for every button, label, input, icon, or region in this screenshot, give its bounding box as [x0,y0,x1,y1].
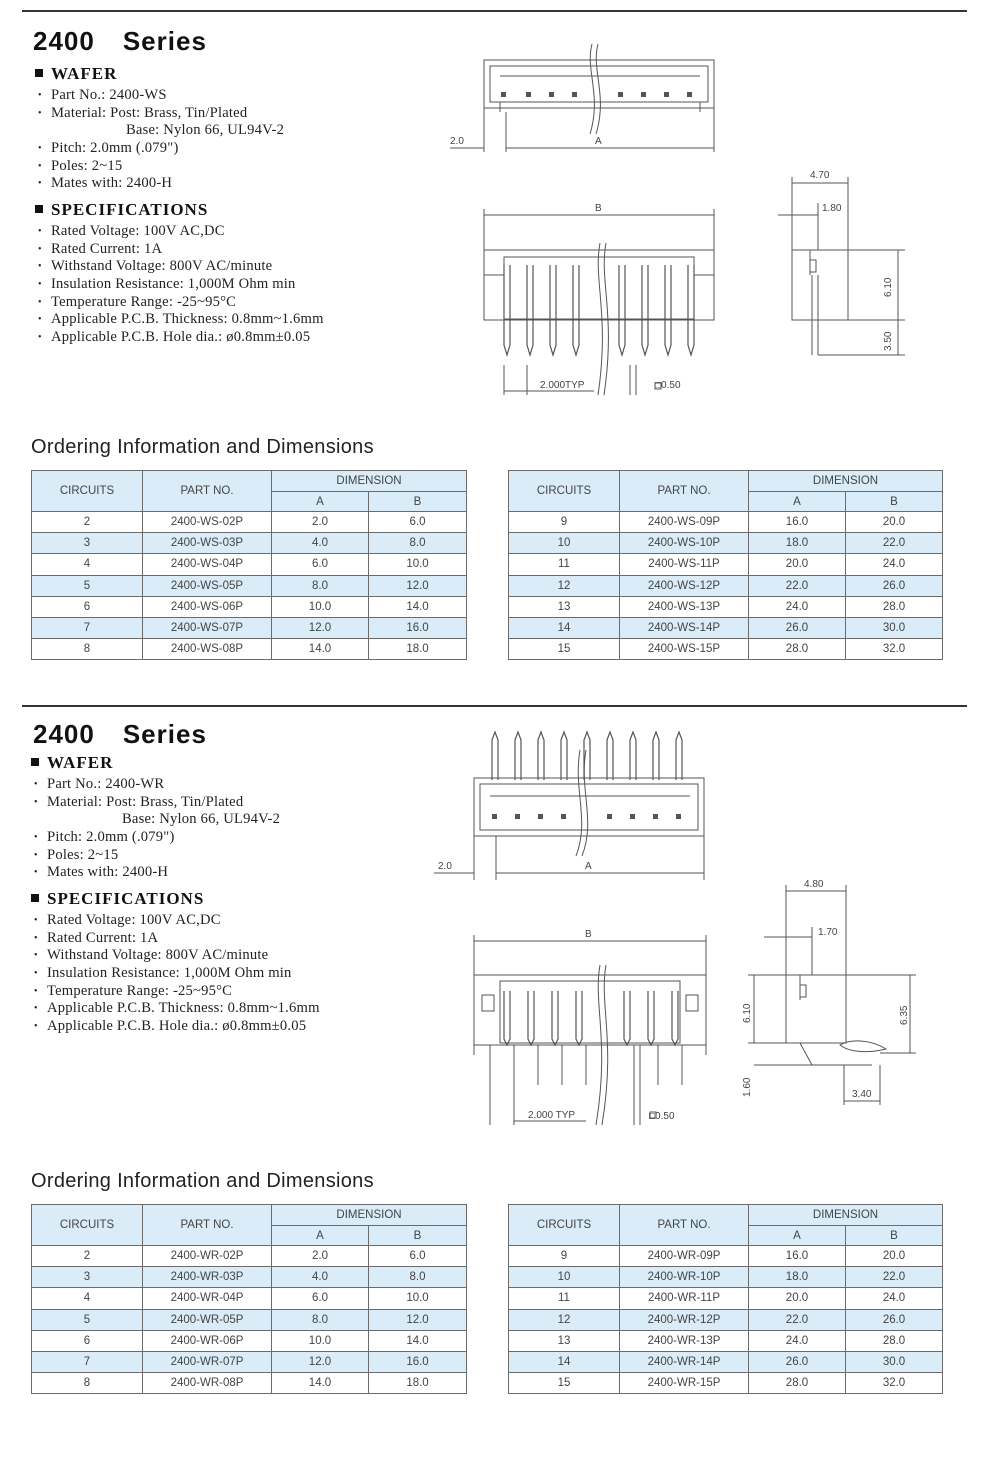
table-cell: 6.0 [369,512,467,533]
table-cell: 2 [32,512,143,533]
series-word: Series [122,719,207,749]
table-cell: 7 [32,617,143,638]
pin-size-label: □0.50 [649,1111,675,1122]
table-cell: 9 [509,512,620,533]
series-title [33,26,207,57]
side-width3-label: 3.40 [852,1089,872,1100]
table-cell: 22.0 [749,1309,846,1330]
middle-divider [22,705,967,707]
square-bullet-icon [35,205,43,213]
table-cell: 6 [32,596,143,617]
spec-list [34,912,320,1036]
line-text: Base: Nylon 66, UL94V-2 [126,122,285,139]
wafer-line [34,864,280,882]
wafer-line [34,811,280,829]
table-cell: 2400-WR-10P [620,1267,749,1288]
offset-label: 2.0 [438,861,452,872]
table-cell: 20.0 [749,554,846,575]
line-text: Applicable P.C.B. Hole dia.: ø0.8mm±0.05 [51,329,311,346]
col-b: B [369,1226,467,1246]
bullet-icon: • [34,985,38,997]
pitch-label: 2.000 TYP [528,1110,576,1121]
table-row [32,1351,467,1372]
table-row [32,1246,467,1267]
table-row [509,617,943,638]
wafer-heading-text: WAFER [47,753,114,772]
table-cell: 12 [509,1309,620,1330]
table-cell: 2400-WS-09P [620,512,749,533]
table-cell: 2400-WR-15P [620,1373,749,1394]
spec-line [34,947,320,965]
table-cell: 14 [509,617,620,638]
table-cell: 2400-WS-02P [143,512,272,533]
table-cell: 24.0 [749,1330,846,1351]
table-cell: 9 [509,1246,620,1267]
wafer-line [38,122,284,140]
table-row [509,1288,943,1309]
spec-line [34,1000,320,1018]
bullet-icon: • [34,1021,38,1033]
col-a: A [272,492,369,512]
side-view-drawing [740,875,920,1110]
side-height2-label: 3.50 [883,331,894,351]
table-cell: 10.0 [272,596,369,617]
bullet-icon: • [38,107,42,119]
table-row [509,512,943,533]
spec-line [34,912,320,930]
table-cell: 8.0 [272,575,369,596]
bullet-icon: • [38,226,42,237]
table-cell: 12.0 [369,575,467,596]
spec-line [38,241,324,259]
table-row [32,512,467,533]
line-text: Rated Voltage: 100V AC,DC [51,223,225,240]
table-row [509,1309,943,1330]
ordering-title: Ordering Information and Dimensions [31,1170,374,1192]
table-cell: 14.0 [369,1330,467,1351]
table-cell: 6.0 [272,1288,369,1309]
wafer-line [38,140,284,158]
col-dimension: DIMENSION [272,1205,467,1226]
bullet-icon: • [38,90,42,101]
table-cell: 2 [32,1246,143,1267]
table-row [509,575,943,596]
wafer-line [38,87,284,105]
pitch-label: 2.000TYP [540,380,585,391]
bullet-icon: • [38,296,42,308]
table-cell: 12.0 [272,617,369,638]
ordering-table-left [31,1204,467,1394]
table-cell: 12.0 [369,1309,467,1330]
table-cell: 2400-WR-07P [143,1351,272,1372]
specifications-heading [31,889,204,909]
table-cell: 24.0 [749,596,846,617]
line-text: Part No.: 2400-WS [51,87,167,104]
table-cell: 16.0 [369,1351,467,1372]
wafer-line [38,158,284,176]
bullet-icon: • [34,968,38,980]
side-width-label: 4.80 [804,879,824,890]
table-cell: 2400-WS-03P [143,533,272,554]
wafer-list [34,776,280,882]
table-cell: 4 [32,554,143,575]
bullet-icon: • [34,779,38,790]
table-cell: 6 [32,1330,143,1351]
table-cell: 8 [32,1373,143,1394]
table-cell: 3 [32,533,143,554]
table-cell: 2400-WR-06P [143,1330,272,1351]
line-text: Material: Post: Brass, Tin/Plated [51,104,248,121]
line-text: Part No.: 2400-WR [47,776,165,793]
square-bullet-icon [35,69,43,77]
table-cell: 16.0 [749,512,846,533]
table-row [32,575,467,596]
bullet-icon: • [38,160,42,172]
table-cell: 18.0 [749,1267,846,1288]
bullet-icon: • [34,832,38,844]
table-cell: 15 [509,639,620,660]
table-cell: 2400-WR-03P [143,1267,272,1288]
square-bullet-icon [31,894,39,902]
table-cell: 10 [509,533,620,554]
spec-line [38,329,324,347]
table-cell: 10 [509,1267,620,1288]
table-cell: 2400-WS-10P [620,533,749,554]
table-cell: 2.0 [272,512,369,533]
col-b: B [369,492,467,512]
line-text: Applicable P.C.B. Thickness: 0.8mm~1.6mm [47,1000,320,1017]
line-text: Pitch: 2.0mm (.079") [47,829,175,846]
line-text: Material: Post: Brass, Tin/Plated [47,793,244,810]
line-text: Mates with: 2400-H [47,864,169,881]
table-row [32,617,467,638]
wafer-heading [31,753,113,773]
table-cell: 30.0 [846,1351,943,1372]
bullet-icon: • [38,279,42,291]
col-circuits: CIRCUITS [509,1205,620,1246]
col-circuits: CIRCUITS [32,1205,143,1246]
ordering-table-left [31,470,467,660]
top-divider [22,10,967,12]
table-row [509,1267,943,1288]
table-cell: 8.0 [272,1309,369,1330]
table-row [32,1288,467,1309]
table-cell: 14 [509,1351,620,1372]
table-cell: 14.0 [272,1373,369,1394]
bullet-icon: • [34,867,38,879]
table-cell: 2400-WS-04P [143,554,272,575]
spec-line [38,223,324,241]
dim-b-label: B [595,203,602,214]
table-cell: 18.0 [369,639,467,660]
table-row [509,533,943,554]
spec-heading-text: SPECIFICATIONS [51,200,209,219]
table-cell: 2400-WS-12P [620,575,749,596]
table-row [32,554,467,575]
table-row [32,1330,467,1351]
table-cell: 13 [509,1330,620,1351]
table-cell: 20.0 [749,1288,846,1309]
ordering-table-right [508,1204,943,1394]
bullet-icon: • [34,796,38,808]
spec-line [38,276,324,294]
side-width-label: 4.70 [810,170,830,181]
bullet-icon: • [38,261,42,273]
side-height3-label: 1.60 [742,1077,753,1097]
table-cell: 14.0 [272,639,369,660]
line-text: Insulation Resistance: 1,000M Ohm min [47,965,292,982]
table-cell: 16.0 [749,1246,846,1267]
table-cell: 16.0 [369,617,467,638]
table-row [32,596,467,617]
table-row [32,1267,467,1288]
table-row [32,1309,467,1330]
bullet-icon: • [38,143,42,155]
table-cell: 6.0 [369,1246,467,1267]
line-text: Temperature Range: -25~95°C [51,293,237,310]
table-cell: 22.0 [846,533,943,554]
table-cell: 6.0 [272,554,369,575]
table-cell: 2400-WS-07P [143,617,272,638]
bullet-icon: • [34,915,38,926]
col-part-no: PART NO. [143,471,272,512]
line-text: Mates with: 2400-H [51,175,173,192]
dim-b-label: B [585,929,592,940]
dim-a-label: A [595,136,602,147]
line-text: Pitch: 2.0mm (.079") [51,140,179,157]
table-cell: 20.0 [846,512,943,533]
wafer-list [38,87,284,193]
square-bullet-icon [31,758,39,766]
table-cell: 28.0 [749,1373,846,1394]
col-a: A [749,1226,846,1246]
table-cell: 22.0 [846,1267,943,1288]
table-cell: 2400-WR-05P [143,1309,272,1330]
table-row [32,533,467,554]
table-cell: 2400-WS-05P [143,575,272,596]
side-width2-label: 1.80 [822,203,842,214]
col-dimension: DIMENSION [272,471,467,492]
table-row [509,1246,943,1267]
table-cell: 8.0 [369,533,467,554]
table-cell: 2400-WR-11P [620,1288,749,1309]
table-cell: 15 [509,1373,620,1394]
table-cell: 2400-WS-13P [620,596,749,617]
table-cell: 7 [32,1351,143,1372]
dim-a-label: A [585,861,592,872]
col-a: A [749,492,846,512]
table-cell: 24.0 [846,554,943,575]
table-cell: 2400-WS-15P [620,639,749,660]
table-row [509,639,943,660]
series-number: 2400 [33,719,95,749]
side-view-drawing [770,165,910,375]
table-cell: 2400-WR-12P [620,1309,749,1330]
col-b: B [846,492,943,512]
table-cell: 28.0 [846,596,943,617]
bullet-icon: • [34,1003,38,1015]
front-view-drawing [470,195,730,405]
table-cell: 10.0 [272,1330,369,1351]
spec-line [34,930,320,948]
spec-heading-text: SPECIFICATIONS [47,889,205,908]
table-cell: 5 [32,1309,143,1330]
wafer-line [38,105,284,123]
side-height-label: 6.10 [742,1003,753,1023]
table-cell: 2400-WR-02P [143,1246,272,1267]
table-cell: 32.0 [846,639,943,660]
line-text: Applicable P.C.B. Hole dia.: ø0.8mm±0.05 [47,1018,307,1035]
spec-list [38,223,324,347]
wafer-heading [35,64,117,84]
table-row [509,1351,943,1372]
table-cell: 18.0 [369,1373,467,1394]
table-cell: 2400-WS-14P [620,617,749,638]
table-cell: 8.0 [369,1267,467,1288]
line-text: Withstand Voltage: 800V AC/minute [51,258,273,275]
table-cell: 2400-WS-06P [143,596,272,617]
col-circuits: CIRCUITS [32,471,143,512]
col-part-no: PART NO. [620,1205,749,1246]
line-text: Base: Nylon 66, UL94V-2 [122,811,281,828]
spec-line [38,294,324,312]
top-view-drawing [430,730,720,880]
table-cell: 26.0 [846,1309,943,1330]
table-row [32,1373,467,1394]
line-text: Withstand Voltage: 800V AC/minute [47,947,269,964]
series-title [33,719,207,750]
line-text: Rated Current: 1A [51,240,163,257]
table-cell: 28.0 [846,1330,943,1351]
table-cell: 2.0 [272,1246,369,1267]
wafer-line [34,794,280,812]
table-cell: 24.0 [846,1288,943,1309]
ordering-title: Ordering Information and Dimensions [31,436,374,458]
col-dimension: DIMENSION [749,1205,943,1226]
ordering-table-right [508,470,943,660]
table-cell: 22.0 [749,575,846,596]
table-cell: 8 [32,639,143,660]
pin-size-label: □0.50 [655,380,681,391]
table-cell: 3 [32,1267,143,1288]
table-cell: 2400-WR-08P [143,1373,272,1394]
table-row [32,639,467,660]
wafer-line [34,847,280,865]
table-cell: 28.0 [749,639,846,660]
table-row [509,1373,943,1394]
offset-label: 2.0 [450,136,464,147]
table-cell: 20.0 [846,1246,943,1267]
line-text: Poles: 2~15 [47,846,119,863]
line-text: Temperature Range: -25~95°C [47,982,233,999]
specifications-heading [35,200,208,220]
bullet-icon: • [34,950,38,962]
top-view-drawing [440,40,730,160]
table-cell: 2400-WS-08P [143,639,272,660]
col-part-no: PART NO. [620,471,749,512]
spec-line [34,965,320,983]
table-cell: 26.0 [749,1351,846,1372]
bullet-icon: • [34,932,38,944]
line-text: Insulation Resistance: 1,000M Ohm min [51,276,296,293]
spec-line [34,983,320,1001]
table-cell: 2400-WR-04P [143,1288,272,1309]
spec-line [34,1018,320,1036]
col-circuits: CIRCUITS [509,471,620,512]
bullet-icon: • [38,314,42,326]
bullet-icon: • [34,849,38,861]
wafer-line [38,175,284,193]
table-cell: 11 [509,1288,620,1309]
col-part-no: PART NO. [143,1205,272,1246]
side-height-label: 6.10 [883,277,894,297]
table-cell: 26.0 [749,617,846,638]
table-row [509,1330,943,1351]
bullet-icon: • [38,243,42,255]
table-cell: 18.0 [749,533,846,554]
side-height2-label: 6.35 [899,1005,910,1025]
table-cell: 12 [509,575,620,596]
table-cell: 32.0 [846,1373,943,1394]
wafer-line [34,776,280,794]
line-text: Rated Voltage: 100V AC,DC [47,912,221,929]
table-cell: 14.0 [369,596,467,617]
spec-line [38,311,324,329]
table-cell: 4.0 [272,533,369,554]
table-row [509,554,943,575]
line-text: Rated Current: 1A [47,929,159,946]
bullet-icon: • [38,332,42,344]
table-cell: 11 [509,554,620,575]
line-text: Applicable P.C.B. Thickness: 0.8mm~1.6mm [51,311,324,328]
col-b: B [846,1226,943,1246]
series-number: 2400 [33,26,95,56]
wafer-heading-text: WAFER [51,64,118,83]
table-cell: 26.0 [846,575,943,596]
series-word: Series [122,26,207,56]
bullet-icon: • [38,178,42,190]
table-cell: 10.0 [369,1288,467,1309]
wafer-line [34,829,280,847]
spec-line [38,258,324,276]
col-dimension: DIMENSION [749,471,943,492]
table-cell: 2400-WR-09P [620,1246,749,1267]
front-view-drawing [460,925,720,1130]
table-cell: 5 [32,575,143,596]
table-cell: 12.0 [272,1351,369,1372]
col-a: A [272,1226,369,1246]
table-cell: 2400-WR-13P [620,1330,749,1351]
line-text: Poles: 2~15 [51,157,123,174]
table-cell: 4.0 [272,1267,369,1288]
table-cell: 30.0 [846,617,943,638]
table-cell: 2400-WR-14P [620,1351,749,1372]
table-cell: 2400-WS-11P [620,554,749,575]
table-cell: 13 [509,596,620,617]
table-cell: 4 [32,1288,143,1309]
side-width2-label: 1.70 [818,927,838,938]
table-cell: 10.0 [369,554,467,575]
table-row [509,596,943,617]
